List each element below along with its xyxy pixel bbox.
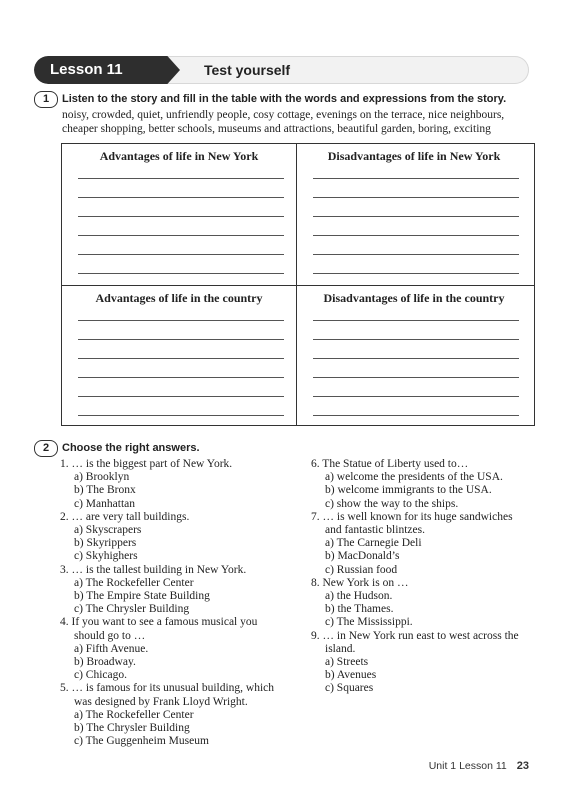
answer-option: b) the Thames. bbox=[325, 603, 394, 616]
answer-option: b) Skyrippers bbox=[74, 537, 137, 550]
answer-option: b) The Bronx bbox=[74, 484, 136, 497]
answer-option: c) Squares bbox=[325, 682, 374, 695]
answer-option: c) show the way to the ships. bbox=[325, 497, 459, 510]
answer-option: c) Manhattan bbox=[74, 497, 135, 510]
answer-option: c) The Mississippi. bbox=[325, 616, 413, 629]
lesson-label: Lesson 11 bbox=[34, 56, 152, 84]
answer-option: b) MacDonald’s bbox=[325, 550, 400, 563]
answer-option: a) Fifth Avenue. bbox=[74, 642, 149, 655]
answer-option: b) The Empire State Building bbox=[74, 590, 210, 602]
question-text: 9. … in New York run east to west across the bbox=[311, 629, 519, 642]
answer-option: a) The Rockefeller Center bbox=[74, 708, 194, 721]
table-heading: Disadvantages of life in the country bbox=[323, 291, 505, 305]
table-heading: Disadvantages of life in New York bbox=[327, 149, 501, 163]
word-bank-line: cheaper shopping, better schools, museums and attractions, beautiful garden, boring, exciting bbox=[62, 123, 491, 135]
answer-option: b) Broadway. bbox=[74, 656, 136, 668]
answer-option: c) The Chrysler Building bbox=[74, 603, 190, 616]
footer-unit-lesson: Unit 1 Lesson 11 bbox=[428, 760, 507, 772]
answer-option: a) Brooklyn bbox=[74, 471, 130, 484]
table-heading: Advantages of life in New York bbox=[99, 149, 259, 163]
question-text: 3. … is the tallest building in New York. bbox=[60, 563, 247, 576]
answer-option: b) Avenues bbox=[325, 669, 377, 682]
answer-option: a) The Rockefeller Center bbox=[74, 576, 194, 589]
answer-option: b) welcome immigrants to the USA. bbox=[325, 484, 492, 497]
question-text: 7. … is well known for its huge sandwiches bbox=[311, 510, 513, 523]
question-text: 1. … is the biggest part of New York. bbox=[60, 458, 233, 470]
exercise-1-instruction: Listen to the story and fill in the table with the words and expressions from the story. bbox=[62, 93, 507, 105]
question-text-continued: was designed by Frank Lloyd Wright. bbox=[74, 695, 248, 708]
question-text: 4. If you want to see a famous musical you bbox=[60, 616, 258, 629]
exercise-1-number: 1 bbox=[34, 91, 58, 108]
question-text: 2. … are very tall buildings. bbox=[60, 510, 190, 523]
answer-option: c) Chicago. bbox=[74, 669, 128, 682]
answer-option: a) the Hudson. bbox=[325, 590, 393, 602]
question-text: 5. … is famous for its unusual building, which bbox=[60, 682, 275, 695]
question-text-continued: island. bbox=[325, 642, 356, 655]
answer-option: b) The Chrysler Building bbox=[74, 722, 190, 734]
question-text-continued: and fantastic blintzes. bbox=[325, 524, 425, 536]
exercise-2-instruction: Choose the right answers. bbox=[62, 442, 200, 454]
answer-option: a) Streets bbox=[325, 656, 369, 668]
question-text: 8. New York is on … bbox=[311, 576, 409, 589]
answer-option: a) welcome the presidents of the USA. bbox=[325, 471, 503, 484]
question-text: 6. The Statue of Liberty used to… bbox=[311, 458, 469, 470]
answer-option: a) The Carnegie Deli bbox=[325, 537, 422, 550]
answer-option: c) The Guggenheim Museum bbox=[74, 735, 209, 748]
answer-option: a) Skyscrapers bbox=[74, 524, 142, 536]
page-number: 23 bbox=[516, 760, 529, 772]
table-heading: Advantages of life in the country bbox=[95, 291, 263, 305]
question-text-continued: should go to … bbox=[74, 629, 146, 642]
exercise-2-number: 2 bbox=[34, 440, 58, 457]
page-title: Test yourself bbox=[204, 62, 291, 78]
answer-option: c) Skyhighers bbox=[74, 550, 138, 563]
page-footer bbox=[429, 760, 529, 772]
answer-option: c) Russian food bbox=[325, 563, 398, 576]
word-bank-line: noisy, crowded, quiet, unfriendly people, cosy cottage, evenings on the terrace, nice neighbours, bbox=[62, 109, 505, 121]
